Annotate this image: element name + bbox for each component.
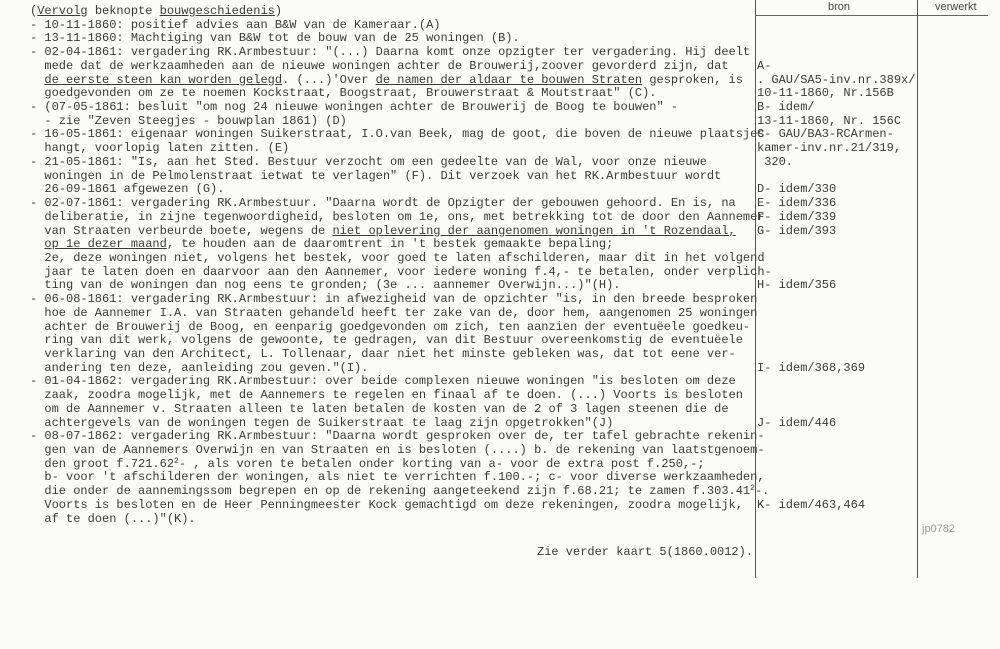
text-line [30, 266, 772, 280]
source-reference: 320. [757, 154, 794, 169]
text-segment: woningen in de Pelmolenstraat ietwat te verlagen" (F). Dit verzoek van het RK.Armbestuur wordt [30, 168, 722, 183]
text-segment: - , als voren te betalen onder korting van a- voor de extra post f.250,-; [178, 456, 705, 471]
text-segment: - (07-05-1861: besluit "om nog 24 nieuwe woningen achter de Brouwerij de Boog te bouwen" - [30, 100, 679, 115]
text-segment: andering ten deze, aanleiding zou geven."(I). [30, 360, 369, 375]
text-line [30, 362, 772, 376]
text-segment: - 16-05-1861: eigenaar woningen Suikerstraat, I.O.van Beek, mag de goot, die boven de nieuwe plaatsjes [30, 127, 765, 142]
text-segment: zaak, zoodra mogelijk, met de Aannemers te regelen en finaal af te doen. (...) Voorts is besloten [30, 388, 743, 403]
text-line [30, 238, 772, 252]
source-reference: F- idem/339 [757, 209, 837, 224]
verwerkt-code: jp0782 [922, 523, 956, 535]
text-segment: - 02-07-1861: vergadering RK.Armbestuur. "Daarna wordt de Opzigter der gebouwen gehoord. En is, na [30, 196, 736, 211]
text-segment: deliberatie, in zijne tegenwoordigheid, besloten om 1e, ons, met betrekking tot de door den Aannemer [30, 209, 765, 224]
text-segment: af te doen (...)"(K). [30, 511, 196, 526]
text-segment: goedgevonden om ze te noemen Kockstraat, Boogstraat, Brouwerstraat & Moutstraat" (C). [30, 86, 657, 101]
underlined-text: op 1e dezer maand [44, 237, 167, 252]
text-line [30, 375, 772, 389]
footer-note: Zie verder kaart 5(1860.0012). [537, 545, 754, 559]
text-segment: . (...)'Over [282, 72, 376, 87]
text-line [30, 417, 772, 431]
text-segment: Voorts is besloten en de Heer Penningmeester Kock gemachtigd om deze rekeningen, zoodra mogelijk, [30, 497, 743, 512]
text-segment: achter de Brouwerij de Boog, en eenparig goedgevonden om zich, ten aanzien der eventuëele goedkeu- [30, 319, 751, 334]
text-line [30, 32, 772, 46]
text-line [30, 403, 772, 417]
text-line [30, 115, 772, 129]
text-segment: ) [274, 4, 283, 18]
text-line [30, 444, 772, 458]
source-reference: K- idem/463,464 [757, 497, 866, 512]
text-segment: achtergevels van de woningen tegen de Suikerstraat te laag zijn opgetrokken"(J) [30, 415, 614, 430]
underlined-text: niet oplevering der aangenomen woningen in 't Rozendaal, [332, 223, 736, 238]
source-reference: A- [757, 58, 772, 73]
text-line [30, 60, 772, 74]
source-reference: B- idem/ [757, 100, 815, 115]
header-rule [755, 15, 988, 16]
text-line [30, 485, 772, 499]
text-line [30, 348, 772, 362]
text-line [30, 321, 772, 335]
text-line [30, 293, 772, 307]
underlined-text: bouwgeschiedenis [159, 4, 275, 18]
text-segment [30, 73, 44, 87]
text-line [30, 279, 772, 293]
text-line [30, 19, 772, 33]
text-line [30, 513, 772, 527]
text-line [30, 87, 772, 101]
underlined-text: de namen der aldaar te bouwen Straten [375, 72, 643, 87]
text-line [30, 142, 772, 156]
text-line [30, 389, 772, 403]
text-line [30, 211, 772, 225]
verwerkt-column-divider [917, 0, 918, 578]
text-line [30, 156, 772, 170]
text-line [30, 5, 772, 19]
text-line [30, 74, 772, 88]
text-segment: mede dat de werkzaamheden aan de nieuwe woningen achter de Brouwerij,zoover gevorderd zijn, dat [30, 58, 729, 73]
text-segment: - 08-07-1862: vergadering RK.Armbestuur: "Daarna wordt gesproken over de, ter tafel gebrachte rekenin- [30, 429, 765, 444]
text-segment: - 13-11-1860: Machtiging van B&W tot de bouw van de 25 woningen (B). [30, 31, 520, 46]
text-segment: - 06-08-1861: vergadering RK.Armbestuur: in afwezigheid van de opzichter "is, in den breede besproken [30, 292, 758, 307]
source-reference: 13-11-1860, Nr. 156C [757, 113, 902, 128]
text-segment: den groot f.721.62 [30, 456, 175, 471]
text-segment: verklaring van den Architect, L. Tollenaar, daar niet het minste gebleken was, dat tot eene ver- [30, 346, 736, 361]
bron-header: bron [828, 1, 851, 13]
underlined-text: de eerste steen kan worden gelegd [44, 72, 283, 87]
text-line [30, 334, 772, 348]
text-segment: 2 [750, 484, 755, 494]
source-reference: . GAU/SA5-inv.nr.389x/ [757, 72, 916, 87]
text-segment: - 01-04-1862: vergadering RK.Armbestuur: over beide complexen nieuwe woningen "is besloten om deze [30, 374, 736, 389]
text-line [30, 128, 772, 142]
source-reference: H- idem/356 [757, 278, 837, 293]
text-segment: - 21-05-1861: "Is, aan het Sted. Bestuur verzocht om een gedeelte van de Wal, voor onze nieuwe [30, 154, 707, 169]
verwerkt-header: verwerkt [935, 1, 977, 13]
source-reference: J- idem/446 [757, 415, 837, 430]
text-segment: - zie "Zeven Steegjes - bouwplan 1861) (D) [30, 113, 347, 128]
text-segment [30, 237, 44, 251]
text-segment: hoe de Aannemer I.A. van Straaten gehandeld heeft ter zake van de, door hem, aangenomen 25 woningen [30, 305, 758, 320]
text-line [30, 46, 772, 60]
source-reference: kamer-inv.nr.21/319, [757, 141, 902, 156]
text-segment: om de Aannemer v. Straaten alleen te laten betalen de kosten van de 2 of 3 lagen steenen die de [30, 401, 729, 416]
text-line [30, 252, 772, 266]
text-segment: 26-09-1861 afgewezen (G). [30, 182, 225, 197]
text-segment: gesproken, is [642, 72, 743, 87]
source-reference: 10-11-1860, Nr.156B [757, 86, 894, 101]
text-line [30, 307, 772, 321]
source-reference: C- GAU/BA3-RCArmen- [757, 127, 894, 142]
text-segment: , te houden aan de daaromtrent in 't bestek gemaakte bepaling; [166, 237, 614, 252]
text-segment: b- voor 't afschilderen der woningen, als niet te verrichten f.100.-; c- voor diverse werkzaamheden, [30, 470, 765, 485]
text-line [30, 458, 772, 472]
text-line [30, 183, 772, 197]
text-segment: ting van de woningen dan nog eens te gronden; (3e ... aannemer Overwijn...)"(H). [30, 278, 621, 293]
text-segment: -. [754, 484, 770, 499]
source-reference: E- idem/336 [757, 196, 837, 211]
source-reference: G- idem/393 [757, 223, 837, 238]
text-line [30, 170, 772, 184]
text-segment: beknopte [87, 4, 160, 18]
text-segment: - 10-11-1860: positief advies aan B&W van de Kameraar.(A) [30, 17, 441, 32]
text-segment: die onder de aannemingssom begrepen en op de rekening aangeteekend zijn f.68.21; te zamen f.303.41 [30, 484, 751, 499]
document-body [30, 5, 772, 526]
text-segment: - 02-04-1861: vergadering RK.Armbestuur: "(...) Daarna komt onze opzigter ter vergadering. Hij deelt [30, 45, 751, 60]
text-segment: ring van dit werk, volgens de gewoonte, te gedragen, van dit Bestuur overeenkomstig de eventuëele [30, 333, 743, 348]
text-line [30, 430, 772, 444]
text-segment: hangt, voorlopig laten zitten. (E) [30, 141, 290, 156]
text-line [30, 471, 772, 485]
text-line [30, 225, 772, 239]
text-segment: jaar te laten doen en daarvoor aan den Aannemer, voor iedere woning f.4,- te betalen, onder verplich- [30, 264, 772, 279]
text-segment: 2 [174, 456, 179, 466]
underlined-text: Vervolg [37, 4, 88, 18]
text-segment: 2e, deze woningen niet, volgens het bestek, voor goed te laten afschilderen, maar dit in het volgend [30, 250, 765, 265]
text-line [30, 101, 772, 115]
source-reference: D- idem/330 [757, 182, 837, 197]
text-segment: ( [30, 4, 38, 18]
text-line [30, 197, 772, 211]
text-segment: gen van de Aannemers Overwijn en van Straaten en is besloten (....) b. de rekening van laatstgenoem- [30, 443, 765, 457]
source-reference: I- idem/368,369 [757, 360, 866, 375]
text-line [30, 499, 772, 513]
text-segment: van Straaten verbeurde boete, wegens de [30, 223, 333, 238]
